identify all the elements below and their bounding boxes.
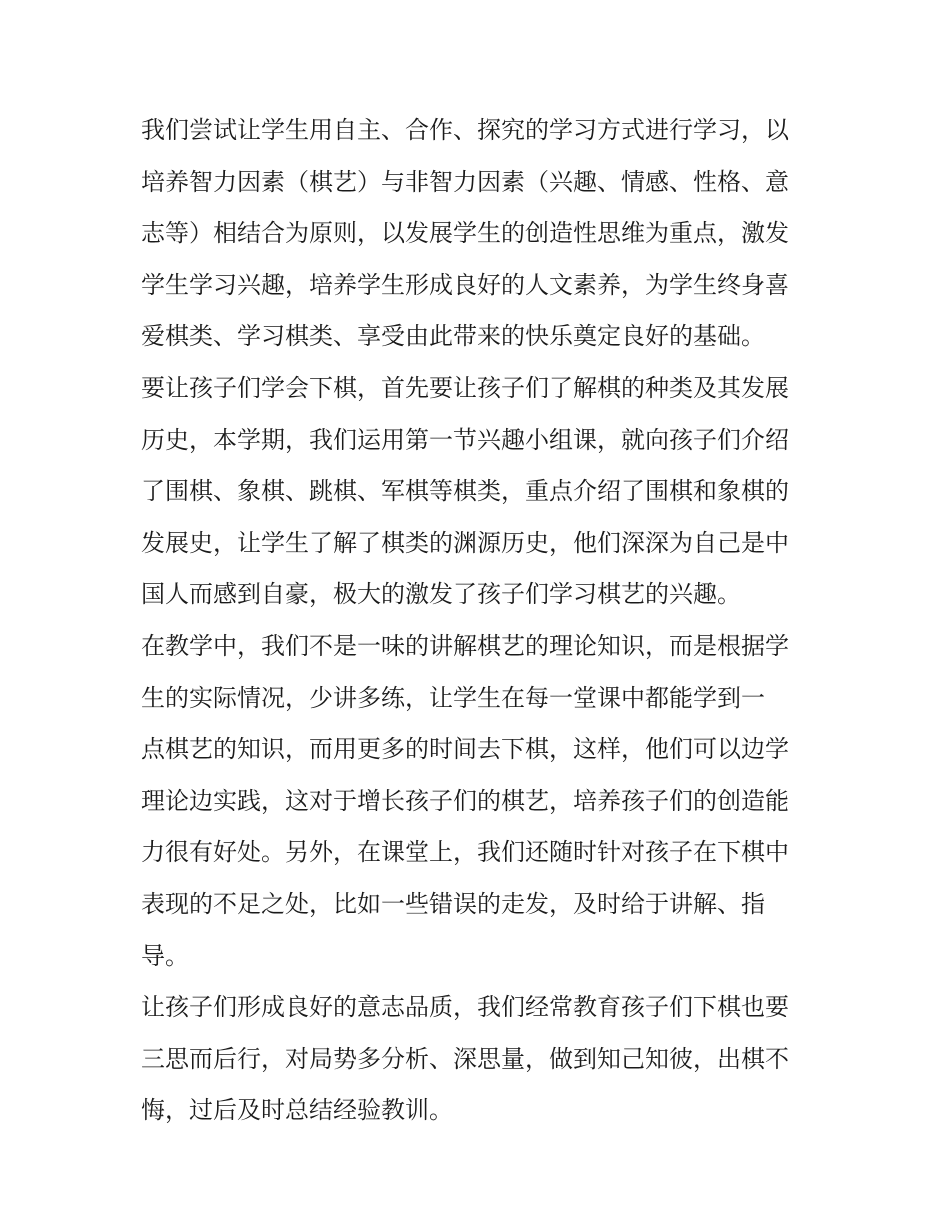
- paragraph-1: [141, 105, 821, 363]
- text-line: 让孩子们形成良好的意志品质，我们经常教育孩子们下棋也要: [141, 993, 789, 1022]
- text-line: 了围棋、象棋、跳棋、军棋等棋类，重点介绍了围棋和象棋的: [141, 477, 789, 506]
- text-line: 我们尝试让学生用自主、合作、探究的学习方式进行学习，以: [141, 116, 789, 144]
- document-body: [141, 105, 821, 1137]
- text-line: 志等）相结合为原则，以发展学生的创造性思维为重点，激发: [141, 219, 789, 248]
- paragraph-3: [141, 621, 821, 982]
- text-line: 悔，过后及时总结经验教训。: [141, 1096, 453, 1125]
- text-line: 爱棋类、学习棋类、享受由此带来的快乐奠定良好的基础。: [141, 322, 765, 351]
- text-line: 在教学中，我们不是一味的讲解棋艺的理论知识，而是根据学: [141, 631, 789, 660]
- text-line: 三思而后行，对局势多分析、深思量，做到知己知彼，出棋不: [141, 1044, 789, 1073]
- text-line: 国人而感到自豪，极大的激发了孩子们学习棋艺的兴趣。: [141, 580, 741, 609]
- text-line: 学生学习兴趣，培养学生形成良好的人文素养，为学生终身喜: [141, 270, 789, 299]
- text-line: 力很有好处。另外，在课堂上，我们还随时针对孩子在下棋中: [141, 838, 789, 867]
- text-line: 导。: [141, 941, 189, 970]
- paragraph-2: [141, 363, 821, 621]
- text-line: 理论边实践，这对于增长孩子们的棋艺，培养孩子们的创造能: [141, 786, 789, 815]
- text-line: 发展史，让学生了解了棋类的渊源历史，他们深深为自己是中: [141, 528, 789, 557]
- text-line: 点棋艺的知识，而用更多的时间去下棋，这样，他们可以边学: [141, 735, 789, 764]
- paragraph-4: [141, 982, 821, 1137]
- text-line: 要让孩子们学会下棋，首先要让孩子们了解棋的种类及其发展: [141, 373, 789, 402]
- text-line: 表现的不足之处，比如一些错误的走发，及时给于讲解、指: [141, 889, 765, 918]
- text-line: 生的实际情况，少讲多练，让学生在每一堂课中都能学到一: [141, 683, 765, 712]
- text-line: 历史，本学期，我们运用第一节兴趣小组课，就向孩子们介绍: [141, 425, 789, 454]
- text-line: 培养智力因素（棋艺）与非智力因素（兴趣、情感、性格、意: [141, 167, 789, 196]
